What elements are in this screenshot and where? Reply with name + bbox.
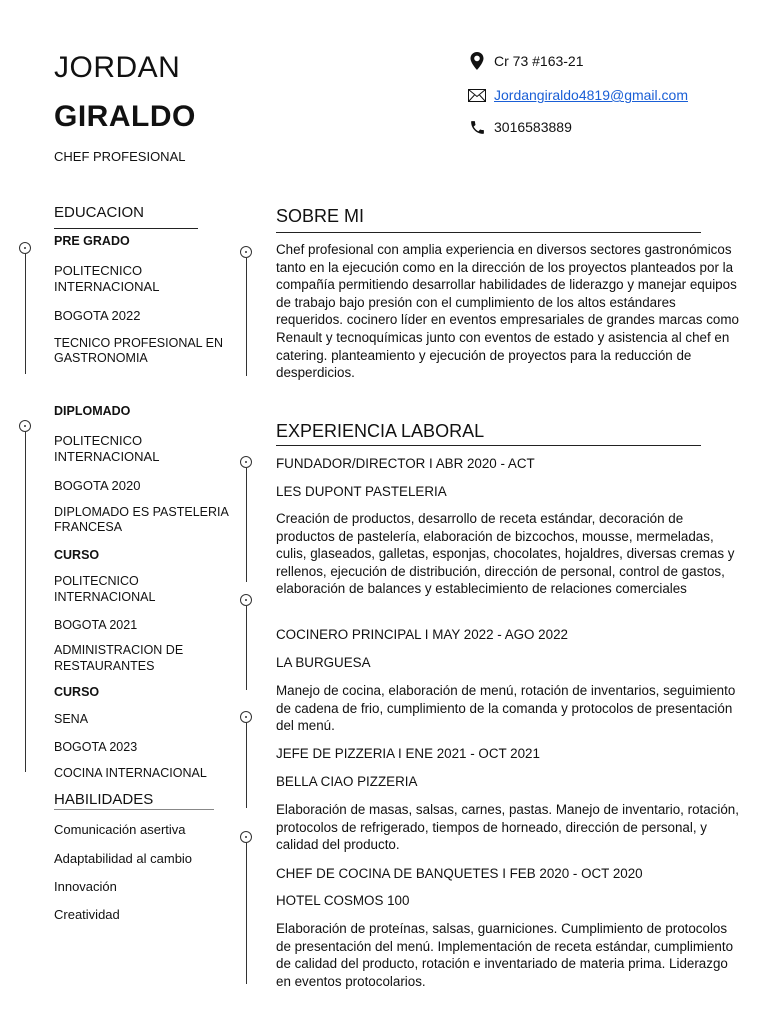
email-row — [468, 86, 688, 104]
phone-text: 3016583889 — [494, 119, 572, 135]
educacion-divider — [54, 228, 198, 229]
job-description: Manejo de cocina, elaboración de menú, rotación de inventarios, seguimiento de cadena de frio, cumplimiento de la comanda y protocolos de presentación del menú. — [276, 683, 736, 734]
experiencia-divider — [276, 445, 701, 446]
pre-grado-title: PRE GRADO — [54, 234, 130, 248]
last-name: GIRALDO — [54, 100, 196, 133]
skill-item: Comunicación asertiva — [54, 822, 186, 837]
job-description: Creación de productos, desarrollo de receta estándar, decoración de productos de pastelería, elaboración de bizcochos, mousse, mermeladas, culis, glaseados, galletas, esponjas, chocolates, hojaldres, diversas cremas y rellenos, ejecución de distribución, dirección de personal, control de gastos, elaboración de balances y establecimiento de relaciones comerciales — [276, 511, 735, 597]
skill-item: Creatividad — [54, 907, 120, 922]
job-role: FUNDADOR/DIRECTOR I ABR 2020 - ACT — [276, 456, 535, 471]
curso2-degree: COCINA INTERNACIONAL — [54, 766, 207, 780]
habilidades-heading: HABILIDADES — [54, 791, 154, 808]
timeline-line — [246, 842, 247, 984]
timeline-dot — [240, 456, 252, 468]
timeline-dot — [240, 246, 252, 258]
timeline-line — [246, 258, 247, 376]
sobre-mi-heading: SOBRE MI — [276, 206, 365, 226]
timeline-line — [246, 606, 247, 690]
phone-row — [468, 118, 572, 136]
envelope-icon — [468, 86, 486, 104]
diplomado-place: BOGOTA 2020 — [54, 478, 141, 493]
job-description: Elaboración de masas, salsas, carnes, pastas. Manejo de inventario, rotación, protocolos de refrigerado, tiempos de horneado, dirección de personal, y calidad del producto. — [276, 802, 739, 853]
timeline-line — [25, 430, 26, 772]
job-role: COCINERO PRINCIPAL I MAY 2022 - AGO 2022 — [276, 627, 568, 642]
curso1-school: POLITECNICO INTERNACIONAL — [54, 574, 156, 604]
job-title: CHEF PROFESIONAL — [54, 149, 186, 164]
educacion-heading: EDUCACION — [54, 204, 145, 221]
timeline-dot — [240, 594, 252, 606]
curso1-title: CURSO — [54, 548, 100, 562]
pre-grado-place: BOGOTA 2022 — [54, 308, 141, 323]
job-company: LES DUPONT PASTELERIA — [276, 484, 447, 499]
timeline-dot — [240, 831, 252, 843]
timeline-dot — [19, 420, 31, 432]
curso2-title: CURSO — [54, 685, 100, 699]
timeline-dot — [19, 242, 31, 254]
diplomado-degree: DIPLOMADO ES PASTELERIA FRANCESA — [54, 505, 229, 534]
address-text: Cr 73 #163-21 — [494, 53, 584, 69]
curso1-degree: ADMINISTRACION DE RESTAURANTES — [54, 643, 184, 673]
location-pin-icon — [468, 52, 486, 70]
job-role: CHEF DE COCINA DE BANQUETES I FEB 2020 - OCT 2020 — [276, 866, 643, 881]
pre-grado-degree: TECNICO PROFESIONAL EN GASTRONOMIA — [54, 336, 224, 365]
diplomado-title: DIPLOMADO — [54, 404, 131, 418]
curso2-school: SENA — [54, 712, 89, 726]
job-role: JEFE DE PIZZERIA I ENE 2021 - OCT 2021 — [276, 746, 540, 761]
timeline-line — [246, 722, 247, 808]
timeline-line — [246, 468, 247, 582]
curso2-place: BOGOTA 2023 — [54, 740, 138, 754]
experiencia-heading: EXPERIENCIA LABORAL — [276, 421, 485, 441]
job-company: BELLA CIAO PIZZERIA — [276, 774, 418, 789]
timeline-line — [25, 250, 26, 374]
sobre-mi-divider — [276, 232, 701, 233]
job-company: LA BURGUESA — [276, 655, 371, 670]
first-name: JORDAN — [54, 51, 181, 84]
job-company: HOTEL COSMOS 100 — [276, 893, 410, 908]
skill-item: Innovación — [54, 879, 117, 894]
skill-item: Adaptabilidad al cambio — [54, 851, 193, 866]
sobre-mi-text: Chef profesional con amplia experiencia en diversos sectores gastronómicos tanto en la ejecución como en la dirección de los proyectos planteados por la compañía permitiendo desarrollar habilidades de liderazgo y manejar equipos de trabajo bajo presión con el cumplimiento de los altos estándares requeridos. cocinero líder en eventos empresariales de grandes marcas como Renault y tecnoquímicas junto con eventos de estado y asistencia al chef en catering. planteamiento y ejecución de proyectos para la reducción de desperdicios. — [276, 242, 739, 381]
pre-grado-school: POLITECNICO INTERNACIONAL — [54, 263, 160, 294]
curso1-place: BOGOTA 2021 — [54, 618, 138, 632]
phone-icon — [468, 118, 486, 136]
habilidades-divider — [54, 809, 214, 810]
email-link[interactable]: Jordangiraldo4819@gmail.com — [494, 87, 688, 103]
timeline-dot — [240, 711, 252, 723]
job-description: Elaboración de proteínas, salsas, guarniciones. Cumplimiento de protocolos de presentación del menú. Implementación de receta estándar, cumplimiento de calidad del producto, rotación e inventariado de materia prima. Liderazgo en eventos protocolarios. — [276, 921, 734, 989]
address-row — [468, 52, 584, 70]
diplomado-school: POLITECNICO INTERNACIONAL — [54, 433, 160, 464]
